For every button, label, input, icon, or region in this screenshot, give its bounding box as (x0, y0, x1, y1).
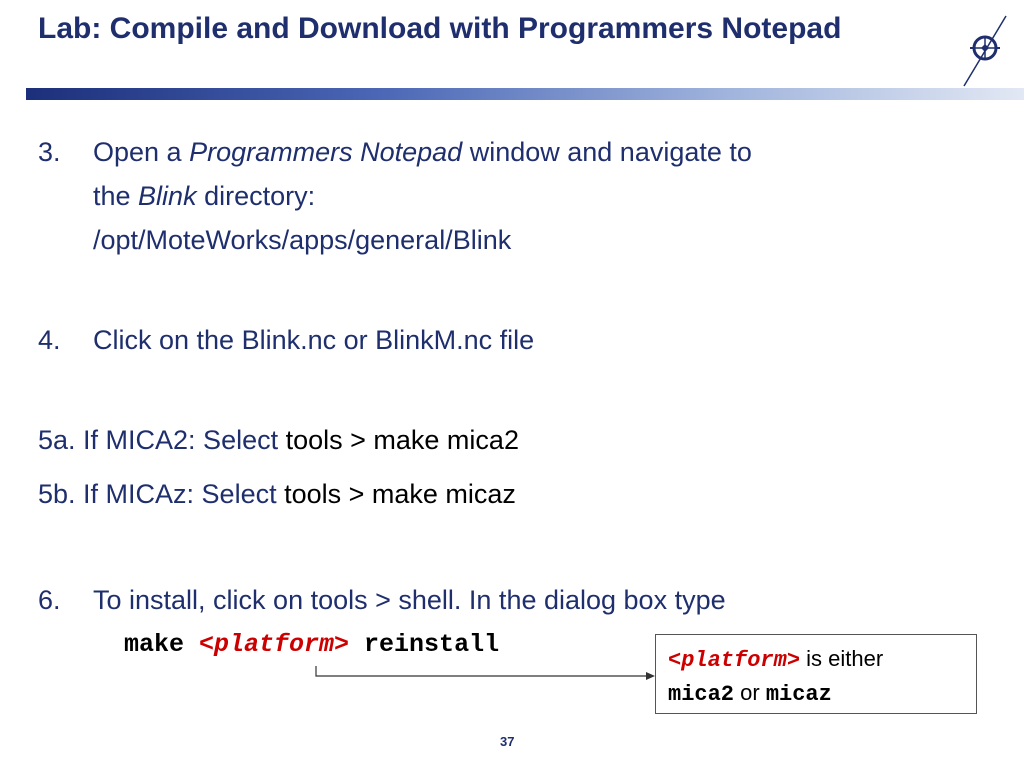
step-4: 4. Click on the Blink.nc or BlinkM.nc file (38, 325, 535, 355)
slide-title: Lab: Compile and Download with Programmers Notepad (38, 12, 842, 45)
reinstall-command: make <platform> reinstall (124, 630, 500, 659)
platform-note-box: <platform> is either mica2 or micaz (655, 634, 977, 714)
page-number: 37 (500, 734, 515, 749)
step-3: 3. Open a Programmers Notepad window and navigate to the Blink directory: /opt/MoteWorks/apps/general/Blink (38, 130, 752, 262)
step-5a: 5a. If MICA2: Select tools > make mica2 (38, 425, 519, 455)
step-5b: 5b. If MICAz: Select tools > make micaz (38, 479, 516, 509)
blink-path: /opt/MoteWorks/apps/general/Blink (93, 225, 512, 255)
step-6: 6. To install, click on tools > shell. In the dialog box type (38, 585, 726, 615)
